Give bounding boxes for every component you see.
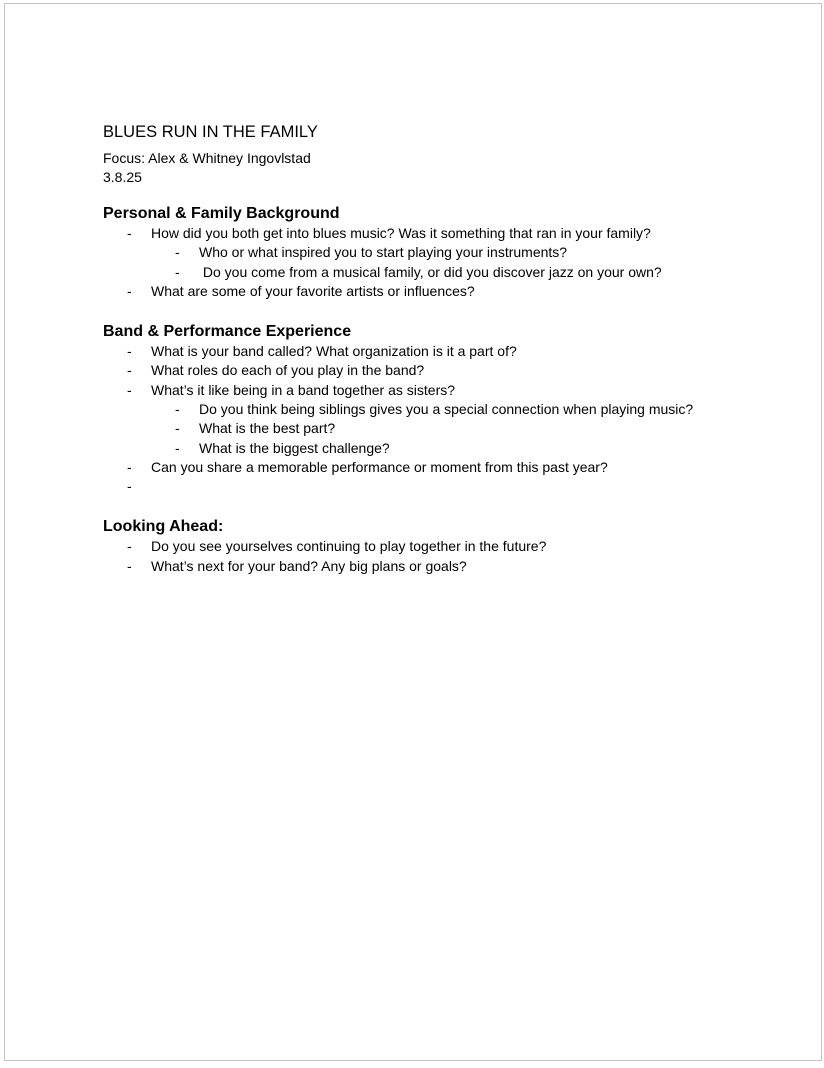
- list-dash: -: [175, 401, 180, 418]
- list-item: [103, 557, 781, 576]
- list-item: [103, 243, 781, 262]
- document-title: BLUES RUN IN THE FAMILY: [103, 123, 318, 141]
- list-dash: -: [175, 420, 180, 437]
- question-text: How did you both get into blues music? Was it something that ran in your family?: [151, 225, 651, 241]
- list-item: [103, 361, 781, 380]
- list-dash: -: [127, 362, 132, 379]
- focus-line: Focus: Alex & Whitney Ingovlstad: [103, 150, 311, 166]
- list-item: [103, 224, 781, 243]
- list-item: [103, 419, 781, 438]
- question-text: What is your band called? What organization is it a part of?: [151, 343, 517, 360]
- list-dash: -: [127, 225, 132, 241]
- date-line: 3.8.25: [103, 169, 142, 185]
- section-heading-band-performance: Band & Performance Experience: [103, 323, 352, 341]
- question-text: What’s it like being in a band together as sisters?: [151, 381, 456, 398]
- list-item: [103, 537, 781, 556]
- list-item: [103, 477, 781, 496]
- list-item: [103, 439, 781, 458]
- list-item: [103, 342, 781, 361]
- list-dash: -: [175, 244, 180, 261]
- list-dash: -: [127, 282, 132, 299]
- question-text: Who or what inspired you to start playing your instruments?: [199, 244, 568, 261]
- document-body: [103, 121, 781, 576]
- question-text: Do you come from a musical family, or did you discover jazz on your own?: [199, 263, 662, 280]
- question-text: Do you see yourselves continuing to play together in the future?: [151, 538, 547, 555]
- list-dash: -: [127, 478, 132, 495]
- question-text: What’s next for your band? Any big plans or goals?: [151, 557, 467, 574]
- question-text: Can you share a memorable performance or moment from this past year?: [151, 458, 608, 475]
- question-list-band-performance: [103, 342, 781, 496]
- section-heading-looking-ahead: Looking Ahead:: [103, 518, 224, 536]
- list-item: [103, 282, 781, 301]
- list-item: [103, 381, 781, 400]
- question-text: Do you think being siblings gives you a special connection when playing music?: [199, 401, 694, 418]
- list-item: [103, 400, 781, 419]
- list-dash: -: [127, 458, 132, 475]
- question-list-personal-family: [103, 224, 781, 301]
- list-dash: -: [127, 343, 132, 360]
- list-dash: -: [175, 439, 180, 456]
- list-dash: -: [127, 538, 132, 555]
- list-item: [103, 263, 781, 282]
- question-text: What roles do each of you play in the band?: [151, 362, 425, 379]
- question-text: What is the biggest challenge?: [199, 439, 390, 456]
- list-item: [103, 458, 781, 477]
- document-page: [4, 3, 822, 1061]
- list-dash: -: [175, 263, 180, 280]
- section-heading-personal-family: Personal & Family Background: [103, 205, 340, 222]
- question-text: What are some of your favorite artists or influences?: [151, 282, 475, 299]
- list-dash: -: [127, 381, 132, 398]
- list-dash: -: [127, 557, 132, 574]
- question-list-looking-ahead: [103, 537, 781, 576]
- question-text: What is the best part?: [199, 420, 336, 437]
